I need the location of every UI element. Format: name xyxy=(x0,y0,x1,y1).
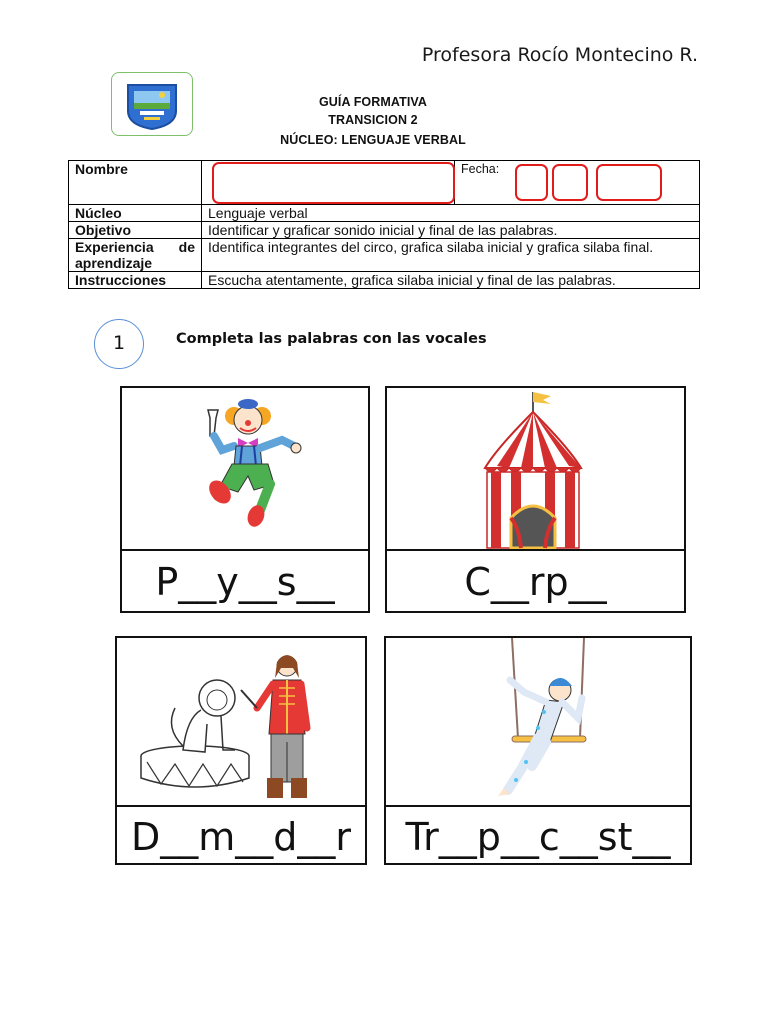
activity-instruction: Completa las palabras con las vocales xyxy=(176,331,487,347)
school-shield-icon xyxy=(124,81,180,131)
school-logo xyxy=(111,72,193,136)
objetivo-value: Identificar y graficar sonido inicial y final de las palabras. xyxy=(202,222,700,239)
de-word: de xyxy=(178,239,195,255)
nucleo-value: Lenguaje verbal xyxy=(202,205,700,222)
guide-core: NÚCLEO: LENGUAJE VERBAL xyxy=(280,133,466,147)
trapeze-artist-icon xyxy=(386,638,690,805)
guide-title: GUÍA FORMATIVA xyxy=(318,95,428,109)
instrucciones-label: Instrucciones xyxy=(69,272,202,289)
aprendizaje-word: aprendizaje xyxy=(75,255,153,271)
instrucciones-value: Escucha atentamente, grafica silaba inicial y final de las palabras. xyxy=(202,272,700,289)
nombre-input-box[interactable] xyxy=(212,162,455,204)
word-payaso: P__y__s__ xyxy=(120,549,370,613)
fecha-month-box[interactable] xyxy=(552,164,588,201)
clown-icon xyxy=(122,388,368,549)
experiencia-label xyxy=(69,239,202,272)
objetivo-label: Objetivo xyxy=(69,222,202,239)
word-domador: D__m__d__r xyxy=(115,805,367,865)
fecha-year-box[interactable] xyxy=(596,164,662,201)
lion-tamer-picture-card xyxy=(115,636,367,807)
experiencia-value: Identifica integrantes del circo, grafica silaba inicial y grafica silaba final. xyxy=(202,239,700,272)
tent-picture-card xyxy=(385,386,686,551)
trapeze-picture-card xyxy=(384,636,692,807)
experiencia-word: Experiencia xyxy=(75,239,154,255)
circus-tent-icon xyxy=(387,388,684,549)
word-carpa: C__rp__ xyxy=(385,549,686,613)
lion-tamer-icon xyxy=(117,638,365,805)
activity-number-badge: 1 xyxy=(94,319,144,369)
nucleo-label: Núcleo xyxy=(69,205,202,222)
teacher-name: Profesora Rocío Montecino R. xyxy=(421,44,698,66)
fecha-day-box[interactable] xyxy=(515,164,548,201)
word-trapecista: Tr__p__c__st__ xyxy=(384,805,692,865)
nombre-label: Nombre xyxy=(69,161,202,205)
guide-level: TRANSICION 2 xyxy=(328,113,418,127)
fecha-label: Fecha: xyxy=(455,161,700,205)
clown-picture-card xyxy=(120,386,370,551)
